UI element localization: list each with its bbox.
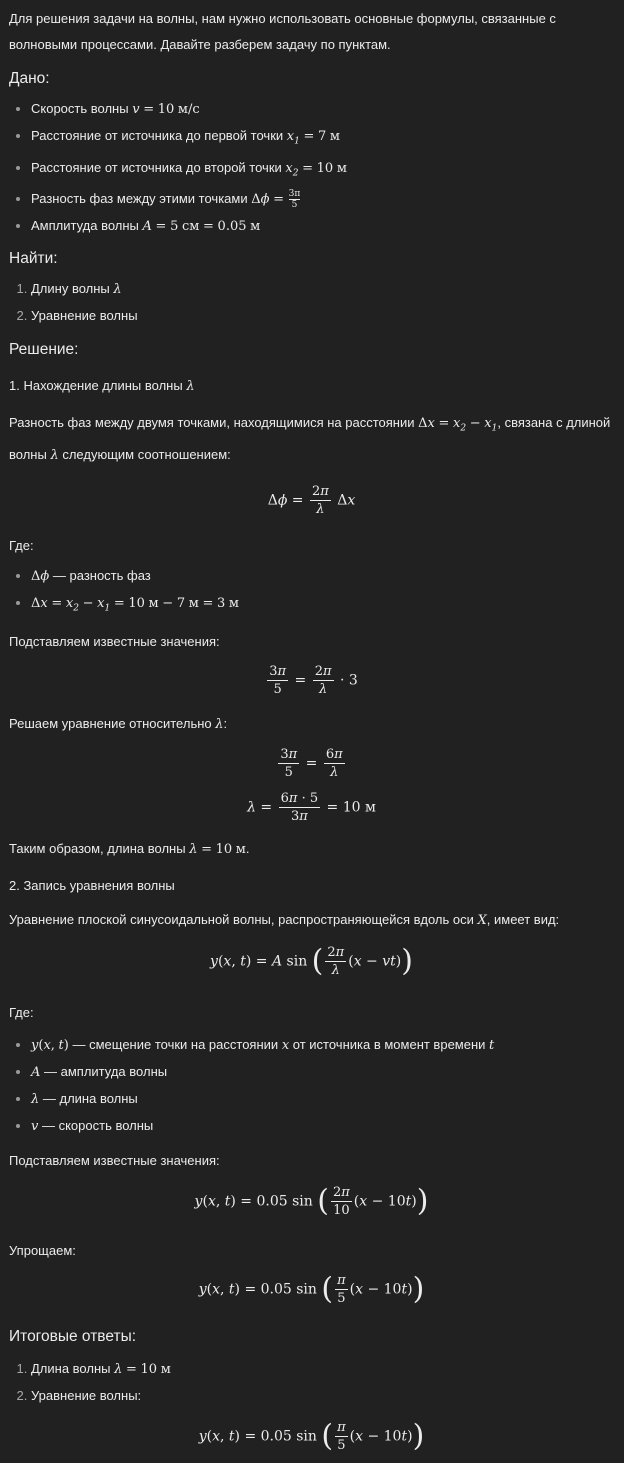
list-item: • y(x, t) — смещение точки на расстоянии x от источника в момент времени t — [31, 1032, 614, 1059]
formula-solve-1: $\frac{3\pi}{5}$ = $\frac{6\pi}{\lambda}$ — [280, 747, 343, 781]
formula-wave-substituted: y(x, t) = 0.05 sin ( $\frac{2\pi}{10}$ (x − 10t)) — [194, 1183, 429, 1219]
list-item: 1. Длину волны λ — [31, 276, 614, 303]
list-item: • Расстояние от источника до второй точки $x_2 = 10$ м — [31, 155, 614, 187]
where-label-2: Где: — [9, 1005, 34, 1021]
simplify-label: Упрощаем: — [9, 1243, 76, 1259]
substitute-label: Подставляем известные значения: — [9, 634, 220, 650]
list-item: 2. Уравнение волны: — [31, 1383, 614, 1409]
wave-text: Уравнение плоской синусоидальной волны, распространяющейся вдоль оси X, имеет вид: — [9, 912, 560, 929]
formula-wave: y(x, t) = A sin ( $\frac{2\pi}{\lambda}$ (x − vt)) — [210, 943, 413, 979]
solution-heading: Решение: — [9, 341, 79, 359]
final-heading: Итоговые ответы: — [9, 1328, 137, 1346]
phase-relation-text: Разность фаз между двумя точками, находящимися на расстоянии $\Delta x = x_2 - x_1$, связана с длиной волны λ следующим соотношением: — [9, 415, 611, 463]
list-item: • A — амплитуда волны — [31, 1059, 614, 1086]
list-item: • Расстояние от источника до первой точки $x_1 = 7$ м — [31, 123, 614, 155]
list-item: 1. Длина волны λ = 10 м — [31, 1356, 614, 1383]
list-item: • Δϕ — разность фаз — [31, 563, 614, 590]
list-item: • Разность фаз между этими точками Δϕ = $\frac{3\pi}{5}$ — [31, 186, 614, 213]
given-list — [9, 96, 614, 240]
definitions-list — [9, 1032, 614, 1140]
step1-heading: 1. Нахождение длины волны λ — [9, 378, 195, 395]
formula-final: y(x, t) = 0.05 sin ( $\frac{\pi}{5}$ (x − 10t)) — [198, 1418, 425, 1454]
phase-fraction: $\frac{3\pi}{5}$ — [288, 189, 301, 211]
find-heading: Найти: — [9, 250, 58, 268]
list-item: • $\Delta x = x_2 - x_1 = 10$ м − 7 м = 3 м — [31, 590, 614, 622]
find-list — [9, 276, 614, 329]
formula-substitute: $\frac{3\pi}{5}$ = $\frac{2\pi}{\lambda}$ · 3 — [269, 664, 358, 698]
given-heading: Дано: — [9, 70, 50, 87]
where-label: Где: — [9, 537, 34, 553]
formula-phase: Δϕ = $\frac{2\pi}{\lambda}$ Δx — [267, 483, 356, 517]
substitute-label-2: Подставляем известные значения: — [9, 1153, 220, 1169]
where-list — [9, 563, 614, 622]
intro-text: Для решения задачи на волны, нам нужно использовать основные формулы, связанные с волновыми процессами. Давайте разберем задачу по пунктам. — [9, 11, 556, 52]
list-item: • Скорость волны v = 10 м/с — [31, 96, 614, 123]
list-item: • v — скорость волны — [31, 1113, 614, 1140]
formula-solve-2: λ = $\frac{6\pi \cdot 5}{3\pi}$ = 10 м — [247, 791, 376, 825]
list-item: 2. Уравнение волны — [31, 303, 614, 329]
list-item: • λ — длина волны — [31, 1086, 614, 1113]
final-list — [9, 1356, 614, 1409]
formula-wave-simplified: y(x, t) = 0.05 sin ( $\frac{\pi}{5}$ (x − 10t)) — [198, 1271, 425, 1307]
lambda-result: Таким образом, длина волны λ = 10 м. — [9, 841, 250, 858]
list-item: • Амплитуда волны A = 5 см = 0.05 м — [31, 213, 614, 240]
solve-label: Решаем уравнение относительно λ: — [9, 716, 228, 733]
step2-heading: 2. Запись уравнения волны — [9, 878, 175, 894]
